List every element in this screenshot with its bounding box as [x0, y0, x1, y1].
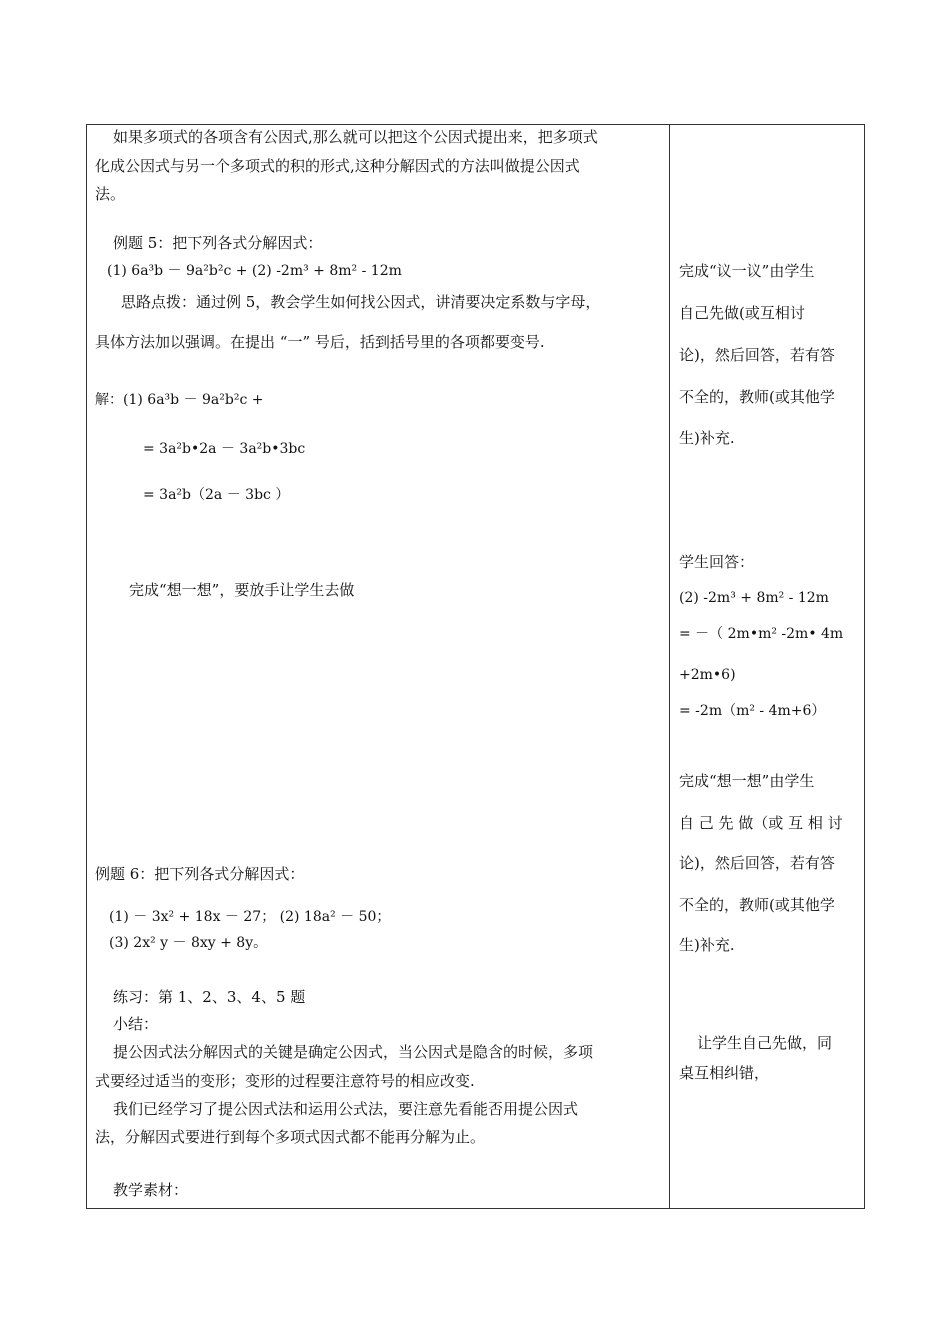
intro-line-3: 法。 — [95, 185, 126, 203]
example6-line-2: (3) 2x² y － 8xy + 8y。 — [109, 935, 268, 951]
solution-line-3: = 3a²b（2a － 3bc ） — [143, 487, 290, 503]
answer-title: 学生回答： — [679, 553, 755, 571]
answer-line-1: (2) -2m³ + 8m² - 12m — [679, 590, 829, 606]
example6-line-1: (1) － 3x² + 18x － 27； (2) 18a² － 50； — [109, 909, 391, 925]
think-instruction: 完成“想一想”，要放手让学生去做 — [129, 581, 355, 599]
summary-line-2: 式要经过适当的变形；变形的过程要注意符号的相应改变. — [95, 1072, 475, 1090]
summary-title: 小结： — [113, 1015, 159, 1033]
materials-label: 教学素材： — [113, 1181, 189, 1199]
solution-line-1: 解：(1) 6a³b － 9a²b²c + — [95, 392, 264, 408]
example5-title: 例题 5：把下列各式分解因式： — [113, 234, 323, 252]
think-line-1: 完成“想一想”由学生 — [679, 772, 815, 790]
summary-line-3: 我们已经学习了提公因式法和运用公式法，要注意先看能否用提公因式 — [113, 1100, 579, 1118]
example6-title: 例题 6：把下列各式分解因式： — [95, 865, 305, 883]
think-line-2: 自 己 先 做（或 互 相 讨 — [679, 814, 843, 832]
answer-line-4: = -2m（m² - 4m+6） — [679, 703, 826, 719]
discuss-line-1: 完成“议一议”由学生 — [679, 262, 815, 280]
think-line-4: 不全的，教师(或其他学 — [679, 896, 835, 914]
answer-line-3: +2m•6) — [679, 667, 736, 683]
think-line-5: 生)补充. — [679, 936, 735, 954]
column-divider — [669, 125, 670, 1208]
discuss-line-5: 生)补充. — [679, 429, 735, 447]
hint-line-2: 具体方法加以强调。在提出 “一” 号后，括到括号里的各项都要变号. — [95, 333, 545, 351]
discuss-line-3: 论)，然后回答，若有答 — [679, 346, 835, 364]
intro-line-1: 如果多项式的各项含有公因式,那么就可以把这个公因式提出来，把多项式 — [113, 128, 598, 146]
think-line-3: 论)，然后回答，若有答 — [679, 854, 835, 872]
lesson-table — [86, 124, 865, 1209]
self-line-2: 桌互相纠错， — [679, 1064, 770, 1082]
example5-items: (1) 6a³b － 9a²b²c + (2) -2m³ + 8m² - 12m — [107, 263, 402, 279]
hint-line-1: 思路点拨：通过例 5，教会学生如何找公因式，讲清要决定系数与字母， — [121, 293, 601, 311]
discuss-line-2: 自己先做(或互相讨 — [679, 304, 805, 322]
discuss-line-4: 不全的，教师(或其他学 — [679, 388, 835, 406]
practice-line: 练习：第 1、2、3、4、5 题 — [113, 988, 306, 1006]
solution-line-2: = 3a²b•2a － 3a²b•3bc — [143, 441, 306, 457]
summary-line-1: 提公因式法分解因式的关键是确定公因式，当公因式是隐含的时候，多项 — [113, 1043, 594, 1061]
answer-line-2: = －（ 2m•m² -2m• 4m — [679, 626, 844, 642]
summary-line-4: 法，分解因式要进行到每个多项式因式都不能再分解为止。 — [95, 1128, 486, 1146]
self-line-1: 让学生自己先做，同 — [697, 1034, 833, 1052]
intro-line-2: 化成公因式与另一个多项式的积的形式,这种分解因式的方法叫做提公因式 — [95, 157, 580, 175]
